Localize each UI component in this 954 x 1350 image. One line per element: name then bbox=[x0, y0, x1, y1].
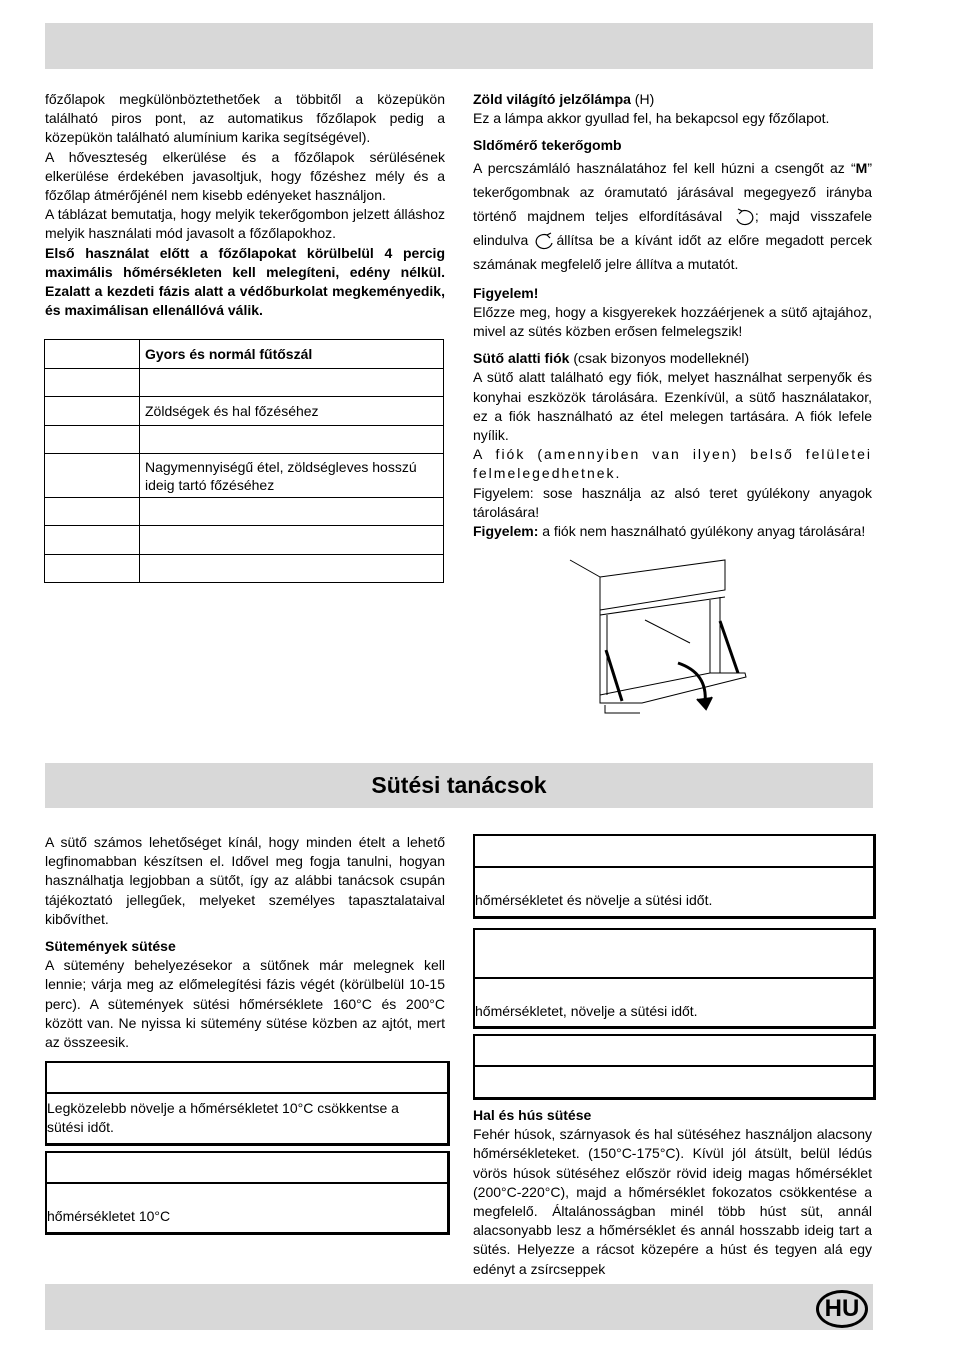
tip-text: hőmérsékletet, növelje a sütési időt. bbox=[475, 1003, 698, 1019]
table-cell bbox=[45, 555, 140, 583]
warning-text: Előzze meg, hogy a kisgyerekek hozzáérjenek a sütő ajtajához, mivel az sütés közben erősen felmelegszik! bbox=[473, 303, 872, 340]
table-cell bbox=[140, 526, 444, 555]
table-row bbox=[45, 426, 444, 454]
fish-heading: Hal és hús sütése bbox=[473, 1107, 592, 1123]
drawer-warning: Figyelem: a fiók nem használható gyúlékony anyag tárolására! bbox=[473, 523, 866, 540]
baking-left-text bbox=[45, 833, 445, 1052]
table-cell: Gyors és normál fűtőszál bbox=[140, 340, 444, 369]
cakes-text: A sütemény behelyezésekor a sütőnek már melegnek kell lennie; várja meg az előmelegítési fázis végét (körülbelül 10-15 perc). A sütemények sütési hőmérséklete 160°C és 200°C között van. Ne nyissa ki sütemény sütése közben az ajtót, mert az összeesik. bbox=[45, 957, 445, 1051]
language-badge: HU bbox=[816, 1290, 868, 1328]
table-cell bbox=[140, 369, 444, 397]
table-cell bbox=[45, 498, 140, 526]
baking-intro: A sütő számos lehetőséget kínál, hogy minden ételt a lehető legfinomabban készítsen el. Idővel meg fogja tanulni, hogyan használhatja legjobban a sütőt, így az alábbi tanácsok csupán tájékoztató jellegűek, melyeket személyes tapasztalataival kibővíthet. bbox=[45, 834, 445, 927]
tip-box bbox=[45, 1151, 450, 1235]
table-cell: Nagymennyiségű étel, zöldségleves hosszú ideig tartó főzéséhez bbox=[140, 454, 444, 498]
tip-box bbox=[473, 928, 876, 1029]
drawer-text: Figyelem: sose használja az alsó teret gyúlékony anyagok tárolására! bbox=[473, 484, 872, 520]
table-row bbox=[45, 340, 444, 369]
tip-text: hőmérsékletet 10°C bbox=[47, 1208, 171, 1224]
drawer-text: A fiók (amennyiben van ilyen) belső felületei felmelegedhetnek. bbox=[473, 446, 872, 482]
section-title: Sütési tanácsok bbox=[371, 772, 547, 798]
table-row bbox=[45, 369, 444, 397]
timer-text: A percszámláló használatához fel kell húzni a csengőt az “M” tekerőgombnak az óramutató járásával megegyező irányba történő majdnem teljes elfordításával ; majd visszafele elindulva állítsa be a kívánt időt az előre megadott percek számának megfelelő jelre állítva a mutatót. bbox=[473, 159, 873, 272]
hob-info-text bbox=[45, 90, 445, 320]
table-cell bbox=[140, 498, 444, 526]
paragraph: A hőveszteség elkerülése és a főzőlapok sérülésének elkerülése érdekében javasoltjuk, hogy főzéshez mély és a főzőlap átmérőjénél nem kisebb edényeket használjon. bbox=[45, 148, 445, 204]
tip-box bbox=[45, 1061, 450, 1146]
green-light-heading: Zöld világító jelzőlámpa (H) bbox=[473, 91, 655, 107]
drawer-text: A sütő alatt található egy fiók, melyet használhat serpenyők és konyhai eszközök tárolására. Ezenkívül, a sütő használatakor, ez a fiók használható az étel melegen tartására. A fiók lefele nyílik. bbox=[473, 369, 872, 444]
table-row bbox=[45, 526, 444, 555]
table-cell bbox=[45, 340, 140, 369]
table-row bbox=[45, 498, 444, 526]
table-cell bbox=[45, 369, 140, 397]
rotate-counterclockwise-icon bbox=[534, 231, 556, 251]
first-use-warning: Első használat előtt a főzőlapokat körülbelül 4 percig maximális hőmérsékleten kell melegíteni, edény nélkül. Ezalatt a kezdeti fázis alatt a védőburkolat megkeményedik, és maximálisan ellenállóvá válik. bbox=[45, 244, 445, 319]
table-row bbox=[45, 397, 444, 426]
table-cell: Zöldségek és hal főzéséhez bbox=[140, 397, 444, 426]
fish-meat-text bbox=[473, 1106, 872, 1297]
rotate-clockwise-icon bbox=[733, 207, 755, 227]
section-title-band bbox=[45, 763, 873, 808]
footer-band bbox=[45, 1284, 873, 1330]
header-band bbox=[45, 23, 873, 69]
hob-settings-table bbox=[44, 339, 444, 583]
table-row bbox=[45, 454, 444, 498]
paragraph: A táblázat bemutatja, hogy melyik tekerőgombon jelzett álláshoz melyik használati mód javasolt a főzőlapokhoz. bbox=[45, 206, 445, 242]
drawer-heading: Sütő alatti fiók (csak bizonyos modelleknél) bbox=[473, 350, 750, 367]
right-column-text bbox=[473, 90, 872, 541]
timer-heading: Sldőmérő tekerőgomb bbox=[473, 137, 622, 154]
tip-text: hőmérsékletet és növelje a sütési időt. bbox=[475, 892, 713, 908]
green-light-text: Ez a lámpa akkor gyullad fel, ha bekapcsol egy főzőlapot. bbox=[473, 110, 830, 127]
table-cell bbox=[140, 426, 444, 454]
tip-box bbox=[473, 1034, 876, 1100]
tip-text: Legközelebb növelje a hőmérsékletet 10°C csökkentse a sütési időt. bbox=[47, 1100, 399, 1135]
paragraph: főzőlapok megkülönböztethetőek a többitől a közepükön található piros pont, az automatikus főzőlapok pedig a közepükön található alumínium karika segítségével). bbox=[45, 91, 445, 146]
drawer-illustration bbox=[560, 555, 750, 715]
table-cell bbox=[140, 555, 444, 583]
tip-box bbox=[473, 834, 876, 919]
table-cell bbox=[45, 454, 140, 498]
cakes-heading: Sütemények sütése bbox=[45, 938, 176, 955]
warning-heading: Figyelem! bbox=[473, 284, 539, 301]
table-cell bbox=[45, 526, 140, 555]
fish-text: Fehér húsok, szárnyasok és hal sütéséhez használjon alacsony hőmérsékleteket. (150°C-175°C). Kívül jól átsült, belül lédús vörös húsok sütéséhez először rövid ideig magas hőmérséklet (200°C-220°C), majd a hőmérséklet fokozatos csökkentése a megfelelő. Általánosságban minél több húst süt, annál alacsonyabb lesz a hőmérséklet és annál hosszabb ideig tart a sütés. Helyezze a rácsot közepére a húst és tegyen alá egy edényt a zsírcseppek bbox=[473, 1126, 872, 1277]
table-cell bbox=[45, 397, 140, 426]
table-cell bbox=[45, 426, 140, 454]
table-row bbox=[45, 555, 444, 583]
